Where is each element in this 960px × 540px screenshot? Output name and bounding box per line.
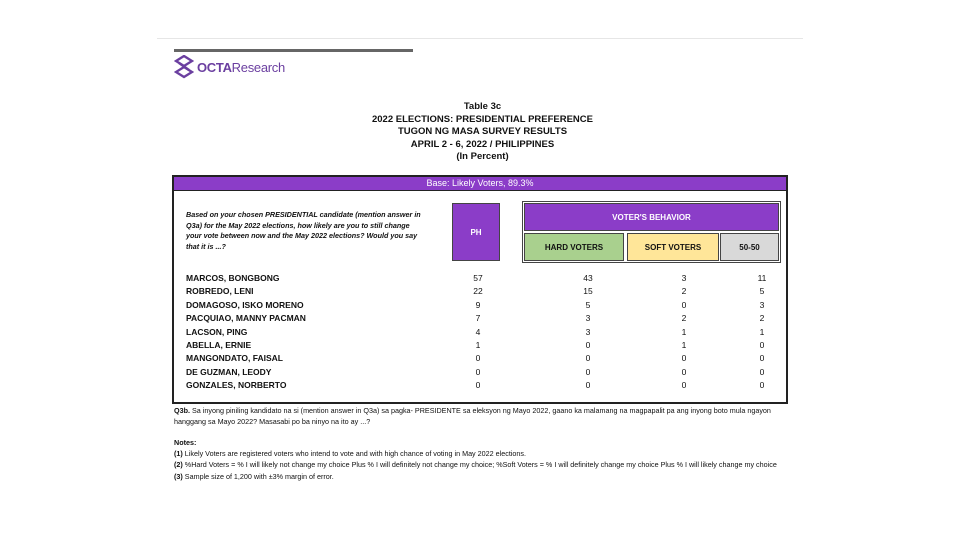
note-2-text: %Hard Voters = % I will likely not change my choice Plus % I will definitely not change my choice; %Soft Voters = % I will definitely change my choice Plus % I will likely change my choice: [184, 460, 777, 470]
candidate-name: GONZALES, NORBERTO: [186, 380, 287, 391]
note-3-text: Sample size of 1,200 with ±3% margin of error.: [184, 471, 334, 481]
ph-header-label: PH: [470, 227, 482, 237]
q3b-note: [174, 405, 794, 427]
hard-value: 3: [585, 313, 591, 324]
hard-value: 0: [585, 366, 591, 377]
fifty-fifty-label: 50-50: [739, 242, 760, 252]
note-1: [174, 448, 794, 459]
title-line-4: APRIL 2 - 6, 2022 / PHILIPPINES: [410, 138, 555, 150]
candidate-name: DE GUZMAN, LEODY: [186, 366, 272, 377]
candidate-name: MANGONDATO, FAISAL: [186, 353, 283, 364]
results-table: [172, 175, 788, 404]
soft-value: 0: [681, 366, 687, 377]
candidate-name: ABELLA, ERNIE: [186, 339, 252, 350]
ph-value: 57: [473, 273, 483, 283]
table-title: [300, 101, 665, 164]
soft-value: 2: [681, 286, 687, 297]
soft-value: 0: [681, 299, 687, 310]
note-1-text: Likely Voters are registered voters who intend to vote and with high chance of voting in May 2022 elections.: [184, 449, 527, 459]
ph-value: 22: [473, 286, 483, 297]
soft-voters-header: [627, 233, 719, 261]
title-line-3: TUGON NG MASA SURVEY RESULTS: [397, 126, 568, 138]
soft-value: 2: [681, 313, 687, 324]
hard-value: 0: [585, 353, 591, 364]
note-3-label: (3): [174, 471, 183, 481]
table-row: [186, 380, 786, 393]
soft-value: 1: [681, 339, 687, 350]
ph-value: 1: [475, 339, 481, 350]
table-row: [186, 286, 786, 299]
octa-logo-icon: [174, 55, 194, 79]
ph-value: 0: [475, 353, 481, 364]
title-line-1: Table 3c: [463, 101, 502, 112]
fifty-value: 0: [759, 380, 765, 391]
ph-value: 7: [475, 313, 481, 324]
hard-value: 0: [585, 339, 591, 350]
notes-heading: Notes:: [174, 438, 197, 447]
base-label: Base: Likely Voters, 89.3%: [174, 177, 786, 191]
note-1-label: (1): [174, 449, 183, 459]
hard-value: 43: [583, 273, 593, 283]
hard-value: 0: [585, 380, 591, 391]
q3b-text: Sa inyong piniling kandidato na si (mention answer in Q3a) sa pagka- PRESIDENTE sa eleksyon ng Mayo 2022, gaano ka malamang na magpapalit pa ang inyong boto mula ngayon hanggang sa Mayo 2022? Masasabi po ba ninyo na ito ay ...?: [174, 406, 771, 427]
table-row: [186, 313, 786, 326]
note-2: [174, 459, 794, 470]
note-2-label: (2): [174, 460, 183, 470]
table-row: [186, 367, 786, 380]
ph-value: 4: [475, 326, 481, 337]
fifty-value: 0: [759, 339, 765, 350]
ph-value: 9: [475, 299, 481, 310]
soft-voters-label: SOFT VOTERS: [644, 242, 702, 252]
candidate-name: PACQUIAO, MANNY PACMAN: [186, 313, 306, 324]
fifty-value: 11: [757, 273, 767, 283]
candidate-name: MARCOS, BONGBONG: [186, 273, 280, 283]
note-3: [174, 471, 794, 482]
voters-behavior-header: [524, 203, 779, 231]
logo-brand: OCTA: [197, 59, 232, 75]
title-line-2: 2022 ELECTIONS: PRESIDENTIAL PREFERENCE: [371, 113, 593, 125]
table-row: [186, 353, 786, 366]
hard-value: 5: [585, 299, 591, 310]
soft-value: 0: [681, 380, 687, 391]
table-row: [186, 327, 786, 340]
title-line-5: (In Percent): [456, 151, 509, 163]
fifty-value: 1: [759, 326, 765, 337]
candidate-name: ROBREDO, LENI: [186, 286, 254, 297]
fifty-value: 5: [759, 286, 765, 297]
q3b-label: Q3b.: [174, 406, 190, 415]
hard-value: 3: [585, 326, 591, 337]
logo-suffix: Research: [231, 59, 285, 75]
ph-value: 0: [475, 366, 481, 377]
candidate-rows: [186, 273, 786, 394]
question-text: Based on your chosen PRESIDENTIAL candidate (mention answer in Q3a) for the May 2022 elections, how likely are you to still change your vote between now and the May 2022 elections? Would you say that it is ...?: [186, 210, 421, 251]
table-row: [186, 300, 786, 313]
octa-logo: [174, 55, 285, 79]
soft-value: 0: [681, 353, 687, 364]
table-row: [186, 273, 786, 286]
voters-behavior-label: VOTER'S BEHAVIOR: [612, 212, 691, 222]
ph-value: 0: [475, 380, 481, 391]
fifty-value: 0: [759, 366, 765, 377]
candidate-name: DOMAGOSO, ISKO MORENO: [186, 299, 304, 310]
table-row: [186, 340, 786, 353]
fifty-value: 0: [759, 353, 765, 364]
notes: [174, 437, 794, 482]
logo-wordmark: [197, 60, 285, 75]
ph-header: [452, 203, 500, 261]
hard-voters-header: [524, 233, 624, 261]
soft-value: 3: [681, 273, 687, 283]
candidate-name: LACSON, PING: [186, 326, 248, 337]
fifty-value: 2: [759, 313, 765, 324]
fifty-fifty-header: [720, 233, 779, 261]
fifty-value: 3: [759, 299, 765, 310]
hard-voters-label: HARD VOTERS: [544, 242, 604, 252]
soft-value: 1: [681, 326, 687, 337]
hard-value: 15: [583, 286, 593, 297]
top-rule: [174, 49, 413, 52]
